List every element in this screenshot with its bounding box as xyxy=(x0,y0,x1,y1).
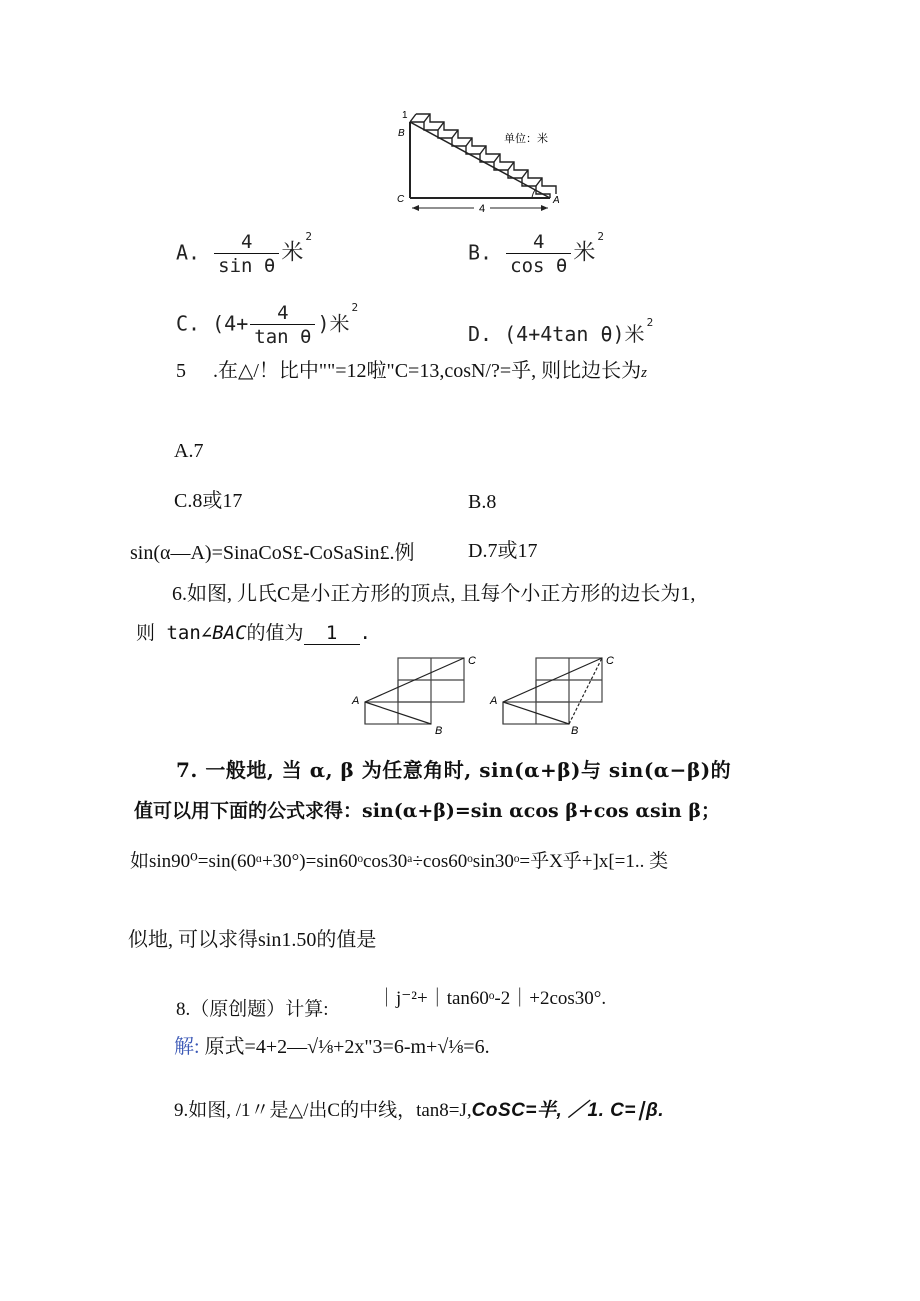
q9-italic-text: CoSC=半, ／1. C=∣β. xyxy=(471,1100,665,1121)
q9-text: 9.如图, /1〃是△/出C的中线，tan8=J, xyxy=(174,1100,472,1121)
staircase-unit-label: 单位：米 xyxy=(504,132,548,145)
q5-number: 5 xyxy=(176,360,186,382)
q4-option-c-letter: C. xyxy=(176,311,201,336)
q8-solution-text: 原式=4+2—√⅛+2x"3=6-m+√⅛=6. xyxy=(204,1036,490,1058)
q6-line2-prefix: 则 tan∠ xyxy=(136,622,213,644)
q8-expression: ｜j⁻²+｜tan60ᵒ-2｜+2cos30°. xyxy=(377,988,607,1009)
staircase-label-b: B xyxy=(398,128,405,139)
q6-right-label-c: C xyxy=(606,655,614,667)
q5-option-d: D.7或17 xyxy=(468,540,538,562)
q6-grid-figures xyxy=(346,652,626,742)
q6-left-label-b: B xyxy=(435,725,443,737)
q4-option-a-unit: 米 xyxy=(281,240,304,266)
staircase-label-top: 1 xyxy=(402,110,408,121)
q4-option-a-fraction xyxy=(214,232,279,276)
staircase-label-a: A xyxy=(553,195,560,206)
q6-grid-right xyxy=(503,658,602,724)
q4-option-d-exponent: 2 xyxy=(646,316,654,329)
q5-option-a: A.7 xyxy=(174,440,204,462)
q8-prefix: 8.（原创题）计算: xyxy=(176,999,329,1020)
q6-answer-blank xyxy=(304,622,360,645)
q4-option-c-exponent: 2 xyxy=(351,301,359,314)
q7-line4: 似地, 可以求得sin1.50的值是 xyxy=(128,929,377,951)
q5-option-b: B.8 xyxy=(468,491,497,513)
q5-question xyxy=(176,354,647,383)
q6-grid-left xyxy=(365,658,464,724)
q7-line1: 7. 一般地, 当 α, β 为任意角时, sin(α+β)与 sin(α−β)的 xyxy=(176,758,732,782)
q4-option-b-numerator: 4 xyxy=(533,231,545,253)
q4-option-c xyxy=(176,303,358,347)
q4-option-a xyxy=(176,232,312,276)
q6-line1: 6.如图, 儿氏C是小正方形的顶点, 且每个小正方形的边长为1, xyxy=(172,583,696,605)
q6-line2-end: . xyxy=(359,622,371,644)
q4-option-b-denominator: cos θ xyxy=(506,253,571,276)
q6-angle: BAC xyxy=(212,622,247,644)
staircase-width-label: 4 xyxy=(478,203,486,215)
q5-end-mark: z xyxy=(641,365,647,381)
q6-right-label-a: A xyxy=(490,695,498,707)
q7-line3: 如sin90⁰=sin(60ᵅ+30°)=sin60ᵒcos30ᵃ÷cos60ᵒsin30ᵒ=乎X乎+]x[=1.. 类 xyxy=(130,851,669,872)
staircase-figure xyxy=(392,104,582,216)
q8-solution xyxy=(174,1030,490,1059)
q4-option-a-numerator: 4 xyxy=(241,231,253,253)
q6-left-label-a: A xyxy=(352,695,360,707)
q5-text: .在△/！比中""=12啦"C=13,cosN/?=乎, 则比边长为 xyxy=(213,360,642,382)
q5-formula: sin(α—A)=SinaCoS£-CoSaSin£.例 xyxy=(130,542,415,564)
q4-option-c-fraction xyxy=(250,303,315,347)
q4-option-b-exponent: 2 xyxy=(597,230,604,243)
q4-option-d xyxy=(468,318,653,347)
q4-option-b-letter: B. xyxy=(468,240,493,265)
q4-option-c-prefix: (4+ xyxy=(212,311,249,336)
q4-option-c-denominator: tan θ xyxy=(250,324,315,347)
q4-option-c-numerator: 4 xyxy=(277,302,289,324)
q6-left-label-c: C xyxy=(468,655,476,667)
q4-option-a-denominator: sin θ xyxy=(214,253,279,276)
q7-line2: 值可以用下面的公式求得：sin(α+β)=sin αcos β+cos αsin β； xyxy=(134,800,720,822)
q6-answer: 1 xyxy=(325,622,338,644)
q4-option-c-suffix: )米 xyxy=(317,311,350,336)
q4-option-a-exponent: 2 xyxy=(305,230,312,243)
q8-solution-label: 解: xyxy=(174,1036,200,1058)
q4-option-d-letter: D. xyxy=(468,322,493,346)
q4-option-b-fraction xyxy=(506,232,571,276)
q6-grid-diagram xyxy=(346,652,626,742)
q6-line2 xyxy=(136,618,371,645)
q9-question xyxy=(174,1095,664,1122)
q4-option-d-text: (4+4tan θ)米 xyxy=(504,322,645,346)
q4-option-b xyxy=(468,232,604,276)
staircase-diagram xyxy=(392,104,582,216)
q5-option-c: C.8或17 xyxy=(174,490,243,512)
staircase-label-c: C xyxy=(397,194,405,205)
q4-option-a-letter: A. xyxy=(176,240,201,265)
q6-right-label-b: B xyxy=(571,725,579,737)
q6-line2-mid: 的值为 xyxy=(246,622,304,644)
q4-option-b-unit: 米 xyxy=(573,240,596,266)
q8-question xyxy=(176,994,329,1021)
